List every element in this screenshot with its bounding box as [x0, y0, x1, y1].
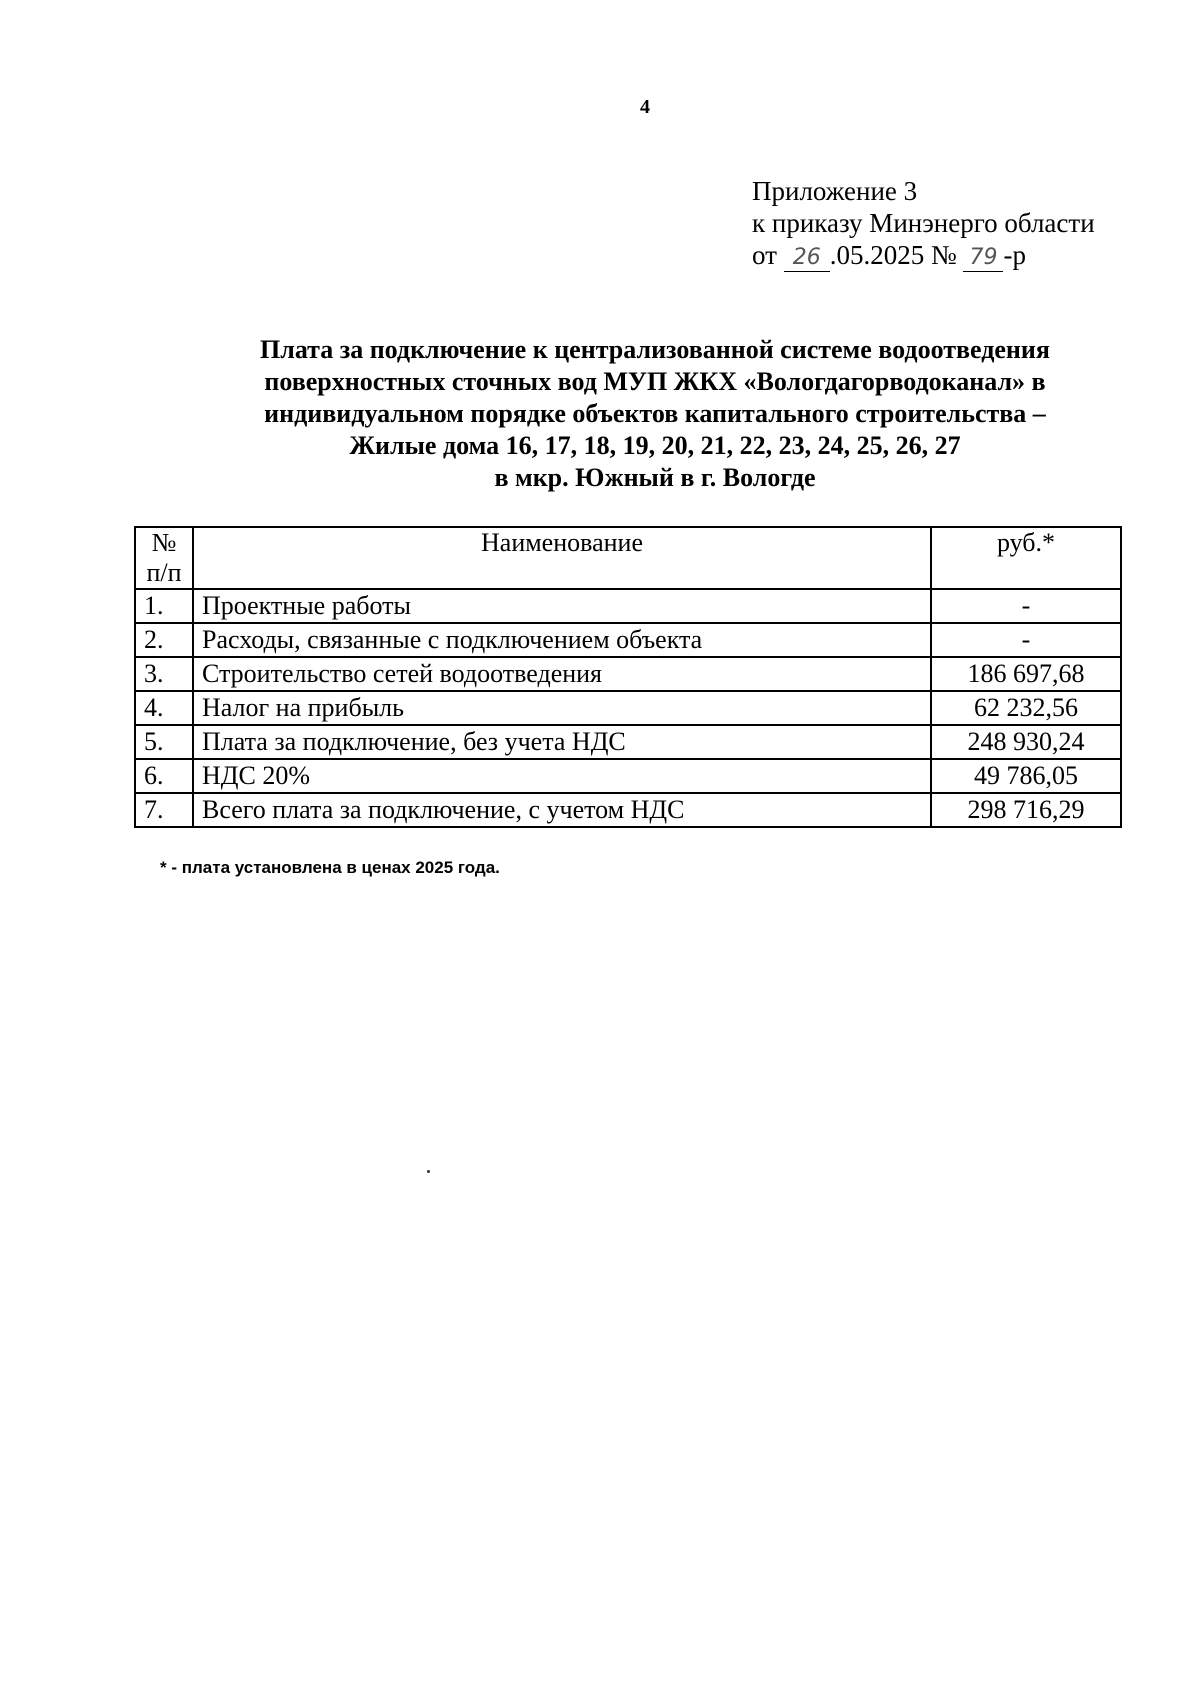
date-rest: .05.2025 № [829, 240, 957, 270]
header-number-symbol: № [151, 528, 177, 557]
row-name: Налог на прибыль [193, 691, 931, 725]
title-line: Жилые дома 16, 17, 18, 19, 20, 21, 22, 23, 24, 25, 26, 27 [349, 431, 961, 460]
title-line: в мкр. Южный в г. Вологде [494, 463, 816, 492]
date-day-handwritten: 26 [792, 245, 821, 270]
header-value: руб.* [931, 527, 1121, 589]
appendix-title: Приложение 3 [752, 176, 918, 206]
row-value: 49 786,05 [931, 759, 1121, 793]
order-number-handwritten: 79 [969, 245, 998, 270]
row-name: Проектные работы [193, 589, 931, 623]
table-row [135, 657, 1121, 691]
table-row [135, 793, 1121, 827]
table-row [135, 623, 1121, 657]
row-number: 3. [135, 657, 193, 691]
title-line: индивидуальном порядке объектов капитального строительства – [264, 399, 1046, 428]
footnote: * - плата установлена в ценах 2025 года. [160, 858, 500, 877]
document-title [190, 334, 1120, 494]
appendix-block [752, 175, 1095, 272]
row-name: Расходы, связанные с подключением объекта [193, 623, 931, 657]
title-line: Плата за подключение к централизованной системе водоотведения [260, 335, 1050, 364]
header-number [135, 527, 193, 589]
row-number: 1. [135, 589, 193, 623]
row-number: 4. [135, 691, 193, 725]
table-header-row [135, 527, 1121, 589]
row-value: 62 232,56 [931, 691, 1121, 725]
table-row [135, 725, 1121, 759]
row-number: 5. [135, 725, 193, 759]
row-value: 298 716,29 [931, 793, 1121, 827]
row-name: Всего плата за подключение, с учетом НДС [193, 793, 931, 827]
page-number: 4 [640, 96, 650, 118]
date-prefix: от [752, 240, 777, 270]
row-name: Плата за подключение, без учета НДС [193, 725, 931, 759]
date-day-field [784, 242, 830, 272]
header-number-abbr: п/п [146, 558, 182, 587]
row-name: НДС 20% [193, 759, 931, 793]
row-number: 7. [135, 793, 193, 827]
row-number: 2. [135, 623, 193, 657]
scan-speck [427, 1170, 430, 1173]
row-value: 186 697,68 [931, 657, 1121, 691]
table-row [135, 691, 1121, 725]
row-name: Строительство сетей водоотведения [193, 657, 931, 691]
order-suffix: -р [1003, 240, 1026, 270]
appendix-date-line [752, 239, 1095, 272]
row-value: 248 930,24 [931, 725, 1121, 759]
header-name: Наименование [193, 527, 931, 589]
row-number: 6. [135, 759, 193, 793]
fees-table [134, 526, 1122, 828]
table-row [135, 759, 1121, 793]
table-row [135, 589, 1121, 623]
row-value: - [931, 589, 1121, 623]
appendix-order-ref: к приказу Минэнерго области [752, 208, 1095, 238]
row-value: - [931, 623, 1121, 657]
order-number-field [963, 242, 1003, 272]
title-line: поверхностных сточных вод МУП ЖКХ «Вологдагорводоканал» в [264, 367, 1046, 396]
